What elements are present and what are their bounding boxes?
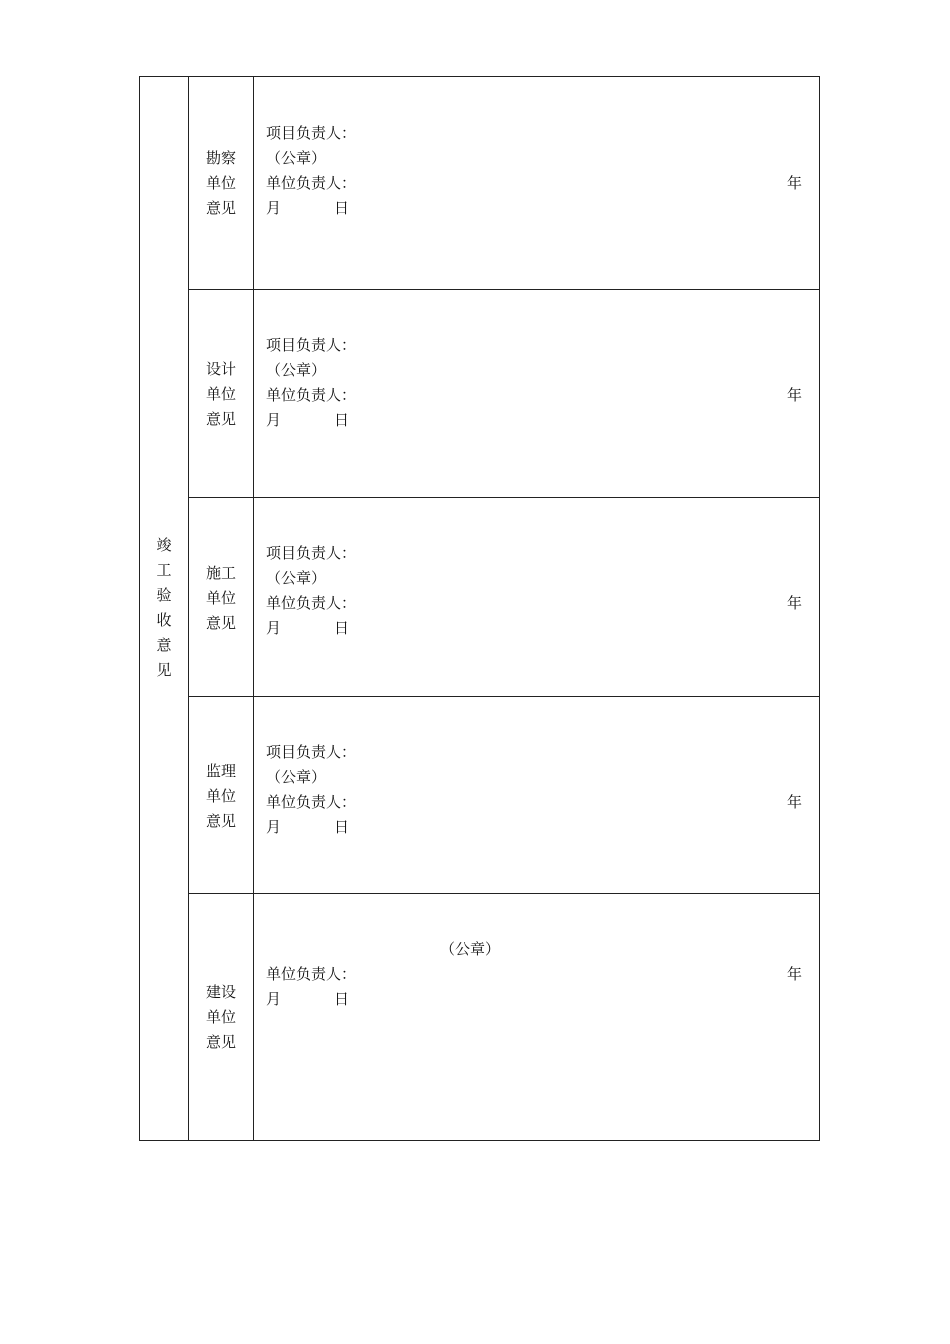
survey-unit-label-cell <box>189 77 254 289</box>
design-project-leader: 项目负责人： <box>266 336 357 354</box>
supervision-year: 年 <box>786 793 802 811</box>
owner-unit-label-cell <box>189 894 254 1140</box>
owner-unit-row <box>189 894 819 1140</box>
construction-day: 日 <box>334 619 350 637</box>
design-unit-label: 设计 单位 意见 <box>205 360 236 428</box>
supervision-seal: （公章） <box>266 768 327 786</box>
construction-year: 年 <box>786 594 802 612</box>
survey-unit-label: 勘察 单位 意见 <box>205 149 236 217</box>
main-label-cell <box>140 77 189 1140</box>
supervision-month: 月 <box>266 818 282 836</box>
owner-year: 年 <box>786 965 802 983</box>
supervision-project-leader: 项目负责人： <box>266 743 357 761</box>
design-day: 日 <box>334 411 350 429</box>
supervision-unit-label: 监理 单位 意见 <box>205 762 236 830</box>
owner-unit-leader: 单位负责人： <box>266 965 357 983</box>
construction-seal: （公章） <box>266 569 327 587</box>
supervision-unit-row <box>189 697 819 894</box>
survey-project-leader: 项目负责人： <box>266 124 357 142</box>
survey-day: 日 <box>334 199 350 217</box>
survey-unit-leader: 单位负责人： <box>266 174 357 192</box>
owner-unit-opinion-cell[interactable] <box>254 894 819 1140</box>
design-unit-opinion-cell[interactable] <box>254 290 819 497</box>
main-label-text: 竣 工 验 收 意 见 <box>156 536 172 679</box>
construction-month: 月 <box>266 619 282 637</box>
survey-seal: （公章） <box>266 149 327 167</box>
design-unit-label-cell <box>189 290 254 497</box>
owner-day: 日 <box>334 990 350 1008</box>
supervision-unit-opinion-cell[interactable] <box>254 697 819 893</box>
survey-unit-opinion-cell[interactable] <box>254 77 819 289</box>
design-year: 年 <box>786 386 802 404</box>
design-month: 月 <box>266 411 282 429</box>
owner-unit-label: 建设 单位 意见 <box>205 983 236 1051</box>
construction-unit-row <box>189 498 819 697</box>
design-date-line <box>266 408 349 433</box>
survey-year: 年 <box>786 174 802 192</box>
survey-unit-row <box>189 77 819 290</box>
supervision-unit-label-cell <box>189 697 254 893</box>
owner-month: 月 <box>266 990 282 1008</box>
design-unit-leader: 单位负责人： <box>266 386 357 404</box>
acceptance-form-table <box>139 76 820 1141</box>
construction-unit-opinion-cell[interactable] <box>254 498 819 696</box>
construction-unit-label: 施工 单位 意见 <box>205 564 236 632</box>
owner-date-line <box>266 987 349 1012</box>
supervision-day: 日 <box>334 818 350 836</box>
survey-month: 月 <box>266 199 282 217</box>
construction-unit-label-cell <box>189 498 254 696</box>
supervision-unit-leader: 单位负责人： <box>266 793 357 811</box>
survey-date-line <box>266 196 349 221</box>
supervision-date-line <box>266 815 349 840</box>
construction-project-leader: 项目负责人： <box>266 544 357 562</box>
owner-seal: （公章） <box>440 940 501 958</box>
design-seal: （公章） <box>266 361 327 379</box>
construction-date-line <box>266 616 349 641</box>
construction-unit-leader: 单位负责人： <box>266 594 357 612</box>
design-unit-row <box>189 290 819 498</box>
